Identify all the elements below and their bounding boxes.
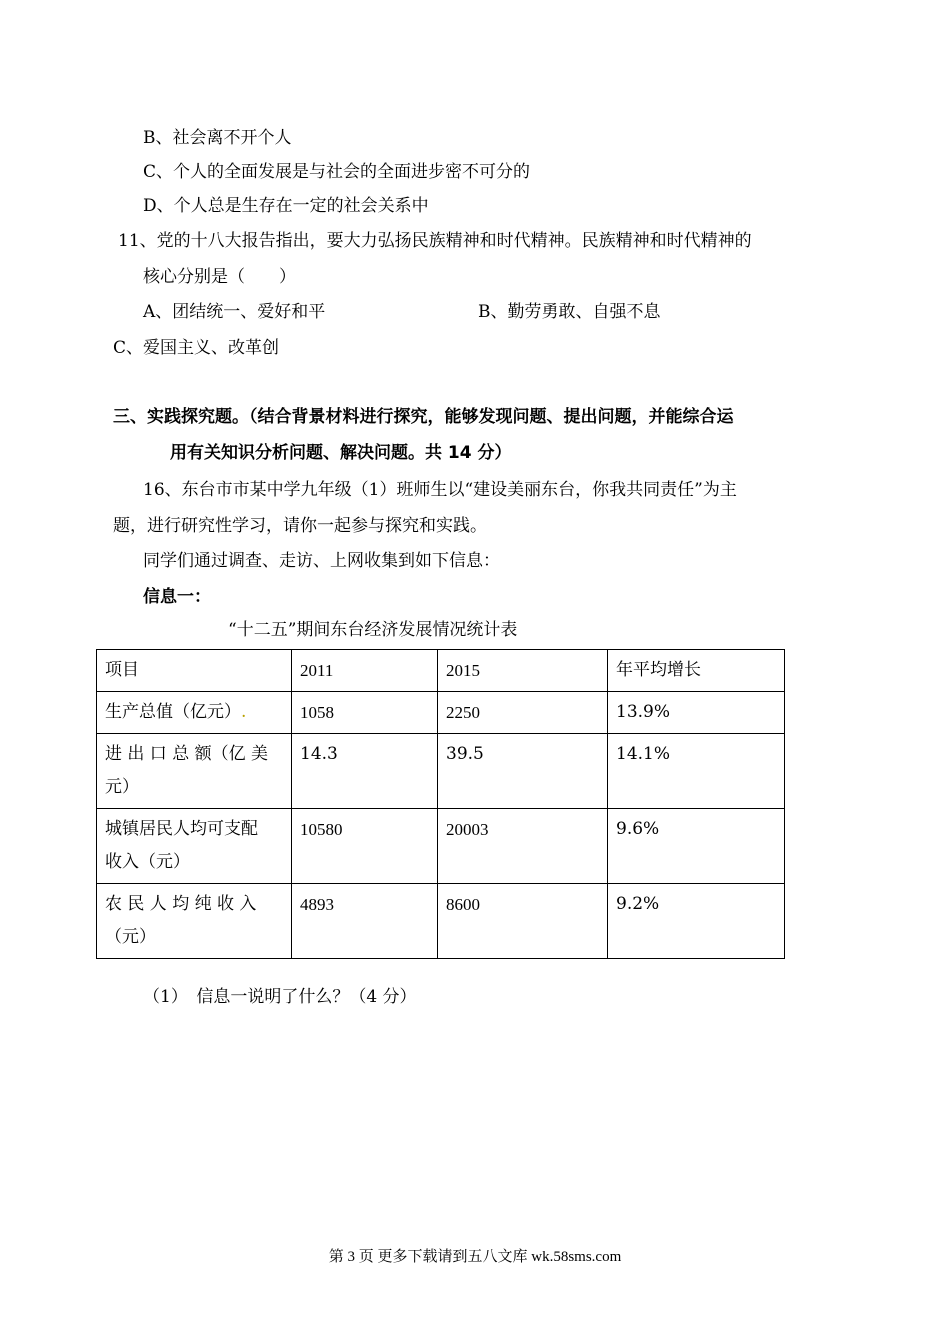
table-title: “十二五”期间东台经济发展情况统计表 bbox=[228, 620, 518, 640]
table-row bbox=[97, 692, 785, 734]
info-1-label: 信息一： bbox=[143, 587, 211, 607]
row-item: 生产总值（亿元）. bbox=[97, 692, 292, 734]
question-11-option-a: A、团结统一、爱好和平 bbox=[143, 302, 326, 322]
question-11-option-c: C、爱国主义、改革创 bbox=[113, 338, 280, 358]
row-2011-value: 1058 bbox=[292, 692, 438, 734]
header-item: 项目 bbox=[97, 650, 292, 692]
row-2015-value: 8600 bbox=[438, 884, 608, 959]
option-d: D、个人总是生存在一定的社会关系中 bbox=[143, 196, 429, 216]
table-row bbox=[97, 809, 785, 884]
row-growth-value: 13.9% bbox=[608, 692, 785, 734]
statistics-table bbox=[96, 649, 785, 959]
question-11-line2: 核心分别是（ ） bbox=[143, 267, 296, 287]
row-item-line1: 城镇居民人均可支配 bbox=[105, 819, 258, 839]
table-header-row bbox=[97, 650, 785, 692]
option-c: C、个人的全面发展是与社会的全面进步密不可分的 bbox=[143, 162, 531, 182]
row-item bbox=[97, 884, 292, 959]
row-item-line2: （元） bbox=[105, 927, 156, 947]
row-item bbox=[97, 809, 292, 884]
row-2011-value: 4893 bbox=[292, 884, 438, 959]
row-item-line2: 元） bbox=[105, 777, 139, 797]
question-11-line1: 11、党的十八大报告指出，要大力弘扬民族精神和时代精神。民族精神和时代精神的 bbox=[118, 231, 752, 251]
row-item-line1: 进 出 口 总 额（亿 美 bbox=[105, 744, 269, 764]
page-footer: 第 3 页 更多下载请到五八文库 wk.58sms.com bbox=[328, 1249, 622, 1265]
row-2011-value: 10580 bbox=[292, 809, 438, 884]
table-row bbox=[97, 884, 785, 959]
question-16-line3: 同学们通过调查、走访、上网收集到如下信息： bbox=[143, 551, 500, 571]
row-item bbox=[97, 734, 292, 809]
row-2015-value: 2250 bbox=[438, 692, 608, 734]
header-2011: 2011 bbox=[292, 650, 438, 692]
option-b: B、社会离不开个人 bbox=[143, 128, 292, 148]
row-growth-value: 9.2% bbox=[608, 884, 785, 959]
question-11-option-b: B、勤劳勇敢、自强不息 bbox=[478, 302, 661, 322]
row-2015-value: 20003 bbox=[438, 809, 608, 884]
row-2015-value: 39.5 bbox=[438, 734, 608, 809]
table-row bbox=[97, 734, 785, 809]
sub-question-1: （1） 信息一说明了什么？（4 分） bbox=[143, 987, 417, 1007]
question-16-line1: 16、东台市市某中学九年级（1）班师生以“建设美丽东台，你我共同责任”为主 bbox=[143, 480, 737, 500]
header-growth: 年平均增长 bbox=[608, 650, 785, 692]
row-growth-value: 14.1% bbox=[608, 734, 785, 809]
question-16-line2: 题，进行研究性学习，请你一起参与探究和实践。 bbox=[113, 516, 487, 536]
row-item-line1: 农 民 人 均 纯 收 入 bbox=[105, 894, 257, 914]
section-3-heading-line2: 用有关知识分析问题、解决问题。共 14 分） bbox=[170, 443, 512, 463]
header-2015: 2015 bbox=[438, 650, 608, 692]
row-item-text: 生产总值（亿元） bbox=[105, 702, 241, 722]
row-item-line2: 收入（元） bbox=[105, 852, 190, 872]
row-2011-value: 14.3 bbox=[292, 734, 438, 809]
section-3-heading-line1: 三、实践探究题。（结合背景材料进行探究，能够发现问题、提出问题，并能综合运 bbox=[113, 407, 734, 427]
row-growth-value: 9.6% bbox=[608, 809, 785, 884]
